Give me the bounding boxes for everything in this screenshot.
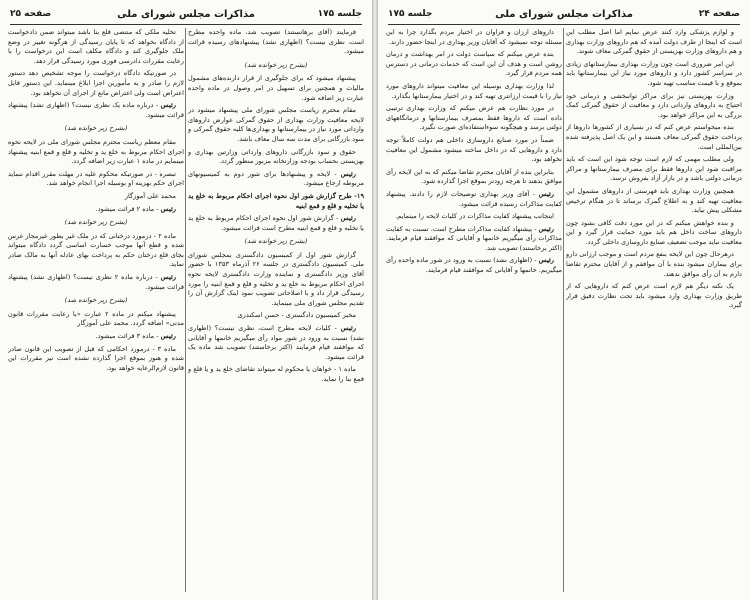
speaker-paragraph: رئیس - آقای وزیر بهداری توضیحات لازم را دادند. پیشنهاد کفایت مذاکرات رسیده قرائت میشود. [386, 189, 562, 208]
stage-direction: (بشرح زیر خوانده شد) [64, 124, 128, 133]
speaker-paragraph: رئیس - درباره ماده یک نظری نیست؟ (اظهاری نشد) پیشنهاد قرائت میشود. [8, 101, 184, 119]
body-paragraph: در مورد نظارت هم عرض میکنم که وزارت بهداری ترتیبی داده است که داروها فقط بمصرف بیمارستانها و درمانگاههای دولتی برسد و هیچگونه سوءاستفاده‌ای صورت نگیرد. [386, 104, 562, 132]
page-header-title: مذاکرات مجلس شورای ملی [495, 9, 633, 20]
stage-direction: (بشرح زیر خوانده شد) [244, 60, 308, 69]
body-paragraph: ولی مطلب مهمی که لازم است توجه شود این است که باید مراقبت شود این داروها فقط برای مصرف بیمارستانها و مراکز درمانی دولتی باشد و در بازار آزاد بفروش نرسد. [566, 155, 742, 183]
speech-text: درباره ماده یک نظری نیست؟ (اظهاری نشد) پیشنهاد قرائت میشود. [8, 101, 184, 119]
page-number: صفحه ۲۴ [698, 9, 740, 19]
speaker-name: رئیس [340, 324, 357, 333]
body-paragraph: اینجانب پیشنهاد کفایت مذاکرات در کلیات لایحه را مینمایم. [395, 212, 554, 221]
body-paragraph: ماده ۲ - درمورد درختانی که در ملک غیر بطور غیرمجاز غرس شده و قطع آنها موجب خسارت اساسی گردد دادگاه میتواند بجای قلع درختان حکم به پرداخت بهای عادله آنها به مالک صادر نماید. [8, 231, 184, 269]
column-divider [563, 28, 564, 592]
text-column-right [566, 28, 742, 592]
speaker-paragraph: رئیس - ماده ۳ قرائت میشود. [95, 332, 176, 341]
speaker-name: رئیس [340, 214, 356, 223]
body-paragraph: حقوق و سود بازرگانی داروهای وارداتی وزارتین بهداری و بهزیستی بحساب بودجه وزارتخانه مزبور منظور گردد. [188, 147, 364, 166]
body-paragraph: فرمایند (آقای برهانستند) تصویب شد، ماده واحده مطرح است، نظری نیست؟ (اظهاری نشد) پیشنهادهای رسیده قرائت میشود. [188, 28, 364, 56]
speaker-paragraph: رئیس - درباره ماده ۲ نظری نیست؟ (اظهاری نشد) پیشنهاد قرائت میشود. [8, 273, 184, 291]
body-paragraph: بنده عرض میکنم که سیاست دولت در امر بهداشت و درمان روشن است و هدف آن این است که خدمات درمانی در دسترس همه مردم قرار گیرد. [386, 50, 562, 78]
body-paragraph: لذا وزارت بهداری بوسیله این معافیت میتواند داروهای مورد نیاز را با قیمت ارزانتری تهیه کند و در اختیار بیمارستانها بگذارد. [386, 81, 562, 100]
stage-direction: (بشرح زیر خوانده شد) [244, 237, 308, 246]
body-paragraph: در صورتیکه دادگاه درخواست را موجه تشخیص دهد دستور لازم را صادر و به مأمورین اجرا ابلاغ مینماید. این دستور قابل اعتراض است ولی اعتراض مانع از اجرای آن نخواهد بود. [8, 69, 184, 97]
body-paragraph: تبصره - در صورتیکه محکوم علیه در مهلت مقرر اقدام ننماید اجرای حکم بهزینه او بوسیله اجرا انجام خواهد شد. [8, 169, 184, 188]
speech-text: درباره ماده ۲ نظری نیست؟ (اظهاری نشد) پیشنهاد قرائت میشود. [8, 273, 184, 291]
stage-direction: (بشرح زیر خوانده شد) [64, 218, 128, 227]
body-paragraph: پیشنهاد میکنم در ماده ۲ عبارت «با رعایت مقررات قانون مدنی» اضافه گردد. محمد علی آموزگار [8, 309, 184, 328]
left-page [0, 0, 372, 600]
body-paragraph: محمد علی آموزگار [124, 191, 176, 200]
body-paragraph: وزارت بهزیستی نیز برای مراکز توانبخشی و درمانی خود احتیاج به داروهای وارداتی دارد و معافیت از حقوق گمرکی کمک بزرگی به این مراکز خواهد بود. [566, 91, 742, 119]
speaker-name: رئیس [160, 332, 176, 341]
body-paragraph: گزارش شور اول از کمیسیون دادگستری بمجلس شورای ملی. کمیسیون دادگستری در جلسه ۲۶ آذرماه ۱۳۵۳ با حضور آقای وزیر دادگستری و نماینده وزارت دادگستری لایحه نحوه اجرای احکام مربوط به خلع ید و تخلیه و قلع و قمع ابنیه را مورد رسیدگی قرار داد و با اصلاحاتی تصویب نمود اینک گزارش آن را تقدیم مجلس شورای ملی مینماید. [188, 250, 364, 307]
body-paragraph: بنابراین بنده از آقایان محترم تقاضا میکنم که به این لایحه رأی موافق بدهند تا هرچه زودتر بموقع اجرا گذارده شود. [386, 167, 562, 186]
speaker-paragraph: رئیس - لایحه و پیشنهادها برای شور دوم به کمیسیونهای مربوطه ارجاع میشود. [188, 169, 364, 188]
speaker-paragraph: رئیس - ماده ۲ قرائت میشود. [95, 204, 176, 213]
speaker-paragraph: رئیس - کلیات لایحه مطرح است، نظری نیست؟ (اظهاری نشد) نسبت به ورود در شور مواد رأی میگیریم خانمها و آقایانی که موافقند قیام فرمایند (اکثر برخاستند) تصویب شد ماده یک قرائت میشود. [188, 324, 364, 361]
text-column-right [188, 28, 364, 592]
body-paragraph: این امر ضروری است چون وزارت بهداری بیمارستانهای زیادی در سراسر کشور دارد و داروهای مورد نیاز این بیمارستانها باید بموقع و با قیمت مناسب تهیه شود. [566, 59, 742, 87]
speaker-paragraph: رئیس - (اظهاری نشد) نسبت به ورود در شور ماده واحده رأی میگیریم. خانمها و آقایانی که موافقند قیام فرمایند. [386, 256, 562, 275]
body-paragraph: همچنین وزارت بهداری باید فهرستی از داروهای مشمول این معافیت تهیه کند و به اطلاع گمرک برساند تا در هنگام ترخیص مشکلی پیش نیاید. [566, 186, 742, 215]
speech-text: (اظهاری نشد) نسبت به ورود در شور ماده واحده رأی میگیریم. خانمها و آقایانی که موافقند قیام فرمایند. [386, 256, 562, 275]
session-number: جلسه ۱۷۵ [317, 9, 362, 19]
speaker-name: رئیس [160, 204, 176, 213]
speaker-name: رئیس [160, 273, 177, 282]
text-column-left [8, 28, 184, 592]
right-page [378, 0, 750, 600]
body-paragraph: ضمناً در مورد صنایع داروسازی داخلی هم دولت کاملاً توجه دارد و داروهایی که در داخل ساخته میشود مشمول این معافیت نخواهد بود. [386, 135, 562, 164]
speech-text: کلیات لایحه مطرح است، نظری نیست؟ (اظهاری نشد) نسبت به ورود در شور مواد رأی میگیریم خانمها و آقایانی که موافقند قیام فرمایند (اکثر برخاستند) تصویب شد ماده یک قرائت میشود. [188, 324, 364, 361]
body-paragraph: تخلیه ملکی که منتصی قلع بنا باشد میتواند ضمن دادخواست از دادگاه بخواهد که تا پایان رسیدگی از هرگونه تغییر در وضع ملک جلوگیری کند و دادگاه مکلف است این درخواست را با رعایت مقررات دادرسی فوری مورد رسیدگی قرار دهد. [8, 28, 184, 65]
stage-direction: (بشرح زیر خوانده شد) [64, 296, 128, 305]
speaker-name: رئیس [538, 189, 554, 198]
speech-text: گزارش شور اول نحوه اجرای احکام مربوط به خلع ید یا تخلیه و قلع و قمع ابنیه مطرح است قرائت میشود. [188, 214, 364, 232]
body-paragraph: ماده ۳ - درمورد احکامی که قبل از تصویب این قانون صادر شده و هنوز بموقع اجرا گذارده نشده است نیز مقررات این قانون لازم‌الرعایه خواهد بود. [8, 344, 184, 372]
body-paragraph: ماده ۱ - خواهان یا محکوم له میتواند تقاضای خلع ید و یا قلع و قمع بنا را نماید. [188, 365, 364, 383]
body-paragraph: یک نکته دیگر هم لازم است عرض کنم که داروهایی که از طریق وزارت بهداری وارد میشود باید تحت نظارت دقیق قرار گیرد. [566, 282, 742, 310]
body-paragraph: مخبر کمیسیون دادگستری - حسن اسکندری [237, 311, 356, 320]
speech-text: پیشنهاد کفایت مذاکرات مطرح است. نسبت به کفایت مذاکرات رأی میگیریم خانمها و آقایانی که موافقند قیام فرمایند. (اکثر برخاستند) تصویب شد. [386, 224, 562, 252]
speaker-name: رئیس [538, 256, 554, 265]
session-number: جلسه ۱۷۵ [388, 9, 433, 19]
body-paragraph: داروهای ارزان و فراوان در اختیار مردم بگذارد چرا به این مسئله توجه نمیشود که آقایان وزیر بهداری در اینجا حضور دارند. [386, 28, 562, 46]
body-paragraph: و لوازم پزشکی وارد کنند عرض نمایم اما اصل مطلب این است که اینجا از طرف دولت آمده که هم داروهای وزارت بهداری و هم داروهای وزارت بهزیستی از حقوق گمرکی معاف شوند. [566, 28, 742, 56]
page-header [388, 6, 740, 25]
page-header [10, 6, 362, 25]
page-number: صفحه ۲۵ [10, 9, 52, 19]
body-paragraph: مقام معظم ریاست محترم مجلس شورای ملی در لایحه نحوه اجرای احکام مربوط به خلع ید و تخلیه و قلع و قمع ابنیه پیشنهاد مینمایم در ماده ۱ عبارت زیر اضافه گردد. [8, 137, 184, 166]
body-paragraph: پیشنهاد میشود که برای جلوگیری از فرار دارنده‌های مشمول مالیات و همچنین برای تسهیل در امر وصول در ماده واحده عبارت زیر اضافه شود. [188, 74, 364, 102]
text-column-left [386, 28, 562, 592]
agenda-heading: ۱۹- طرح گزارش شور اول نحوه اجرای احکام مربوط به خلع ید یا تخلیه و قلع و قمع ابنیه [188, 191, 364, 210]
speech-text: ماده ۲ قرائت میشود. [95, 204, 155, 213]
body-paragraph: درهرحال چون این لایحه بنفع مردم است و موجب ارزانی دارو برای بیماران میشود بنده با آن موافقم و از آقایان محترم تقاضا دارم به آن رأی موافق بدهند. [566, 250, 742, 278]
speaker-name: رئیس [340, 169, 356, 178]
speaker-name: رئیس [538, 224, 554, 233]
speech-text: ماده ۳ قرائت میشود. [95, 332, 155, 341]
body-paragraph: و بنده خواهش میکنم که در این مورد دقت کافی بشود چون داروهای ساخت داخل هم باید مورد حمایت قرار گیرد و این معافیت نباید موجب تضعیف صنایع داروسازی داخلی گردد. [566, 218, 742, 246]
body-paragraph: بنده میخواستم عرض کنم که در بسیاری از کشورها داروها از پرداخت حقوق گمرکی معاف هستند و این یک اصل پذیرفته شده بین‌المللی است. [566, 123, 742, 151]
column-divider [185, 28, 186, 592]
speaker-paragraph: رئیس - گزارش شور اول نحوه اجرای احکام مربوط به خلع ید یا تخلیه و قلع و قمع ابنیه مطرح است قرائت میشود. [188, 214, 364, 232]
speech-text: آقای وزیر بهداری توضیحات لازم را دادند. پیشنهاد کفایت مذاکرات رسیده قرائت میشود. [386, 189, 562, 208]
body-paragraph: مقام محترم ریاست مجلس شورای ملی پیشنهاد میشود در لایحه معافیت وزارت بهداری از حقوق گمرکی عوارض داروهای وارداتی مورد نیاز در بیمارستانها و بهداری‌ها کلیه حقوق گمرکی و سود بازرگانی برای مدت سه سال معاف باشد. [188, 106, 364, 143]
speech-text: لایحه و پیشنهادها برای شور دوم به کمیسیونهای مربوطه ارجاع میشود. [188, 169, 364, 188]
page-header-title: مذاکرات مجلس شورای ملی [117, 9, 255, 20]
speaker-name: رئیس [160, 101, 176, 110]
speaker-paragraph: رئیس - پیشنهاد کفایت مذاکرات مطرح است. نسبت به کفایت مذاکرات رأی میگیریم خانمها و آقایانی که موافقند قیام فرمایند. (اکثر برخاستند) تصویب شد. [386, 224, 562, 252]
